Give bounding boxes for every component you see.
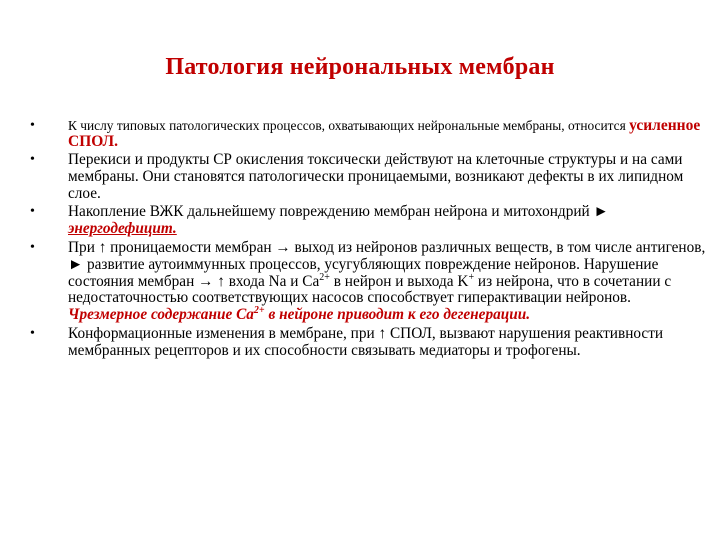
highlight-text: в нейроне приводит к его дегенерации. xyxy=(264,306,531,324)
bullet-item xyxy=(22,204,712,238)
highlight-text: Чрезмерное содержание Ca xyxy=(68,306,254,324)
bullet-dot: • xyxy=(30,325,35,341)
bullet-dot: • xyxy=(30,118,35,133)
bullet-item xyxy=(22,152,712,202)
bullet-item xyxy=(22,240,712,324)
bullet-text: Конформационные изменения в мембране, при ↑ СПОЛ, вызвают нарушения реактивности мембранных рецепторов и их способности связывать медиаторы и трофогены. xyxy=(68,324,664,359)
bullet-dot: • xyxy=(30,152,35,167)
bullet-text: Накопление ВЖК дальнейшему повреждению мембран нейрона и митохондрий ► xyxy=(68,203,609,221)
bullet-item xyxy=(22,118,712,150)
highlight-text: усиленное СПОЛ. xyxy=(68,117,701,150)
superscript: 2+ xyxy=(253,305,265,317)
bullet-dot: • xyxy=(30,239,35,255)
superscript: + xyxy=(468,271,475,283)
bullet-text: из нейрона, что в сочетании с недостаточностью соответствующих насосов способствует гиперактивации нейронов. xyxy=(68,272,672,307)
superscript: 2+ xyxy=(319,271,330,283)
slide-title: Патология нейрональных мембран xyxy=(165,54,555,80)
bullet-text: в нейрон и выхода K xyxy=(329,272,469,290)
highlight-link[interactable]: энергодефицит. xyxy=(68,220,177,238)
bullet-text: К числу типовых патологических процессов, охватывающих нейрональные мембраны, относится xyxy=(68,118,630,133)
bullet-text: Перекиси и продукты СР окисления токсически действуют на клеточные структуры и на сами мембраны. Они становятся патологически проницаемыми, возникают дефекты в их липидном слое. xyxy=(68,151,684,202)
bullet-item xyxy=(22,326,712,360)
bullet-list xyxy=(22,118,712,362)
bullet-text: При ↑ проницаемости мембран → выход из нейронов различных веществ, в том числе антигенов, ► развитие аутоиммунных процессов, усугубляющих повреждение нейронов. Нарушение состояния мембран → ↑ входа Na и Ca xyxy=(68,238,706,290)
bullet-dot: • xyxy=(30,204,35,220)
